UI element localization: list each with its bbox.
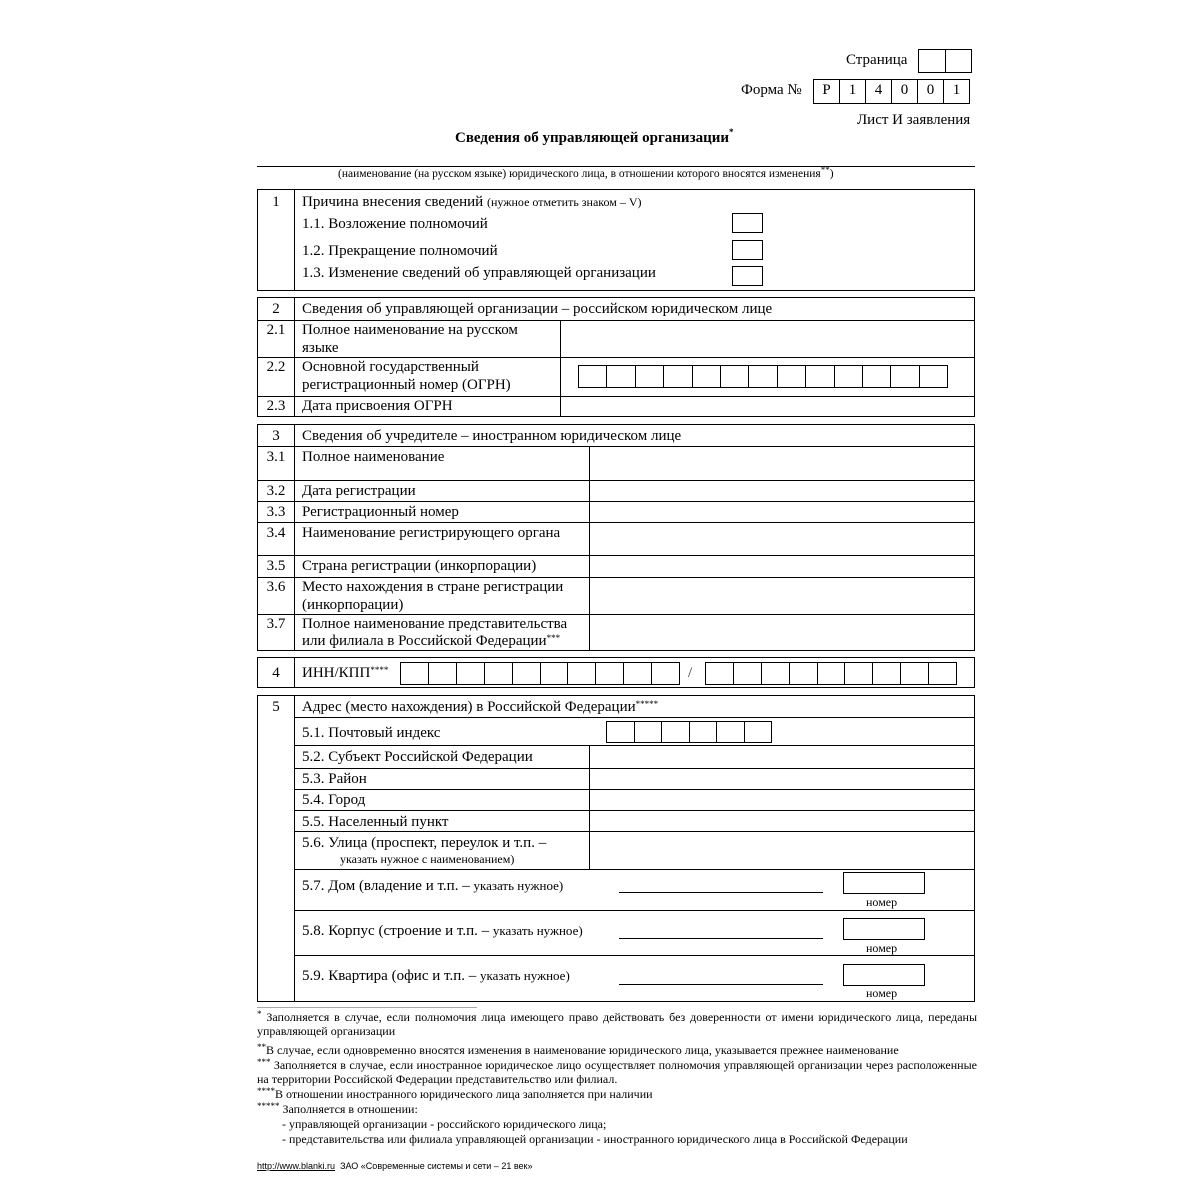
district-field[interactable]: [590, 769, 973, 788]
section-reason: 1 Причина внесения сведений (нужное отметить знаком – V) 1.1. Возложение полномочий 1.2. Прекращение полномочий 1.3. Изменение сведений об управляющей организации: [257, 189, 975, 291]
grid-cell[interactable]: [717, 722, 745, 742]
foreign-full-name-field[interactable]: [590, 447, 973, 479]
inn-kpp-separator: /: [688, 665, 693, 681]
form-number-cell: 0: [918, 80, 944, 103]
grid-cell[interactable]: [920, 366, 948, 387]
location-field[interactable]: [590, 578, 973, 613]
page-title: Сведения об управляющей организации*: [455, 127, 734, 146]
country-field[interactable]: [590, 556, 973, 576]
section-russian-org-title: Сведения об управляющей организации – российском юридическом лице: [302, 301, 773, 317]
grid-cell[interactable]: [901, 663, 929, 684]
section-address-title: Адрес (место нахождения) в Российской Федерации*****: [302, 699, 659, 715]
grid-cell[interactable]: [778, 366, 806, 387]
form-number-cell: 0: [892, 80, 918, 103]
street-field[interactable]: [590, 832, 973, 868]
checkbox-terminate[interactable]: [732, 240, 763, 260]
section-russian-org: 2 Сведения об управляющей организации – российском юридическом лице 2.1 Полное наименование на русском языке 2.2 Основной государственный регистрационный номер (ОГРН) 2.3 Дата присвоения ОГРН: [257, 297, 975, 417]
grid-cell[interactable]: [790, 663, 818, 684]
bottom-credits: http://www.blanki.ru ЗАО «Современные системы и сети – 21 век»: [257, 1161, 533, 1171]
form-number-cell: 4: [866, 80, 892, 103]
grid-cell[interactable]: [636, 366, 664, 387]
section-reason-title: Причина внесения сведений (нужное отметить знаком – V): [302, 194, 642, 210]
grid-cell[interactable]: [429, 663, 457, 684]
grid-cell[interactable]: [835, 366, 863, 387]
house-type-field[interactable]: [619, 892, 823, 893]
grid-cell[interactable]: [734, 663, 762, 684]
footnote-5-item-1: - управляющей организации - российского юридического лица;: [282, 1117, 607, 1131]
settlement-field[interactable]: [590, 811, 973, 830]
registration-number-field[interactable]: [590, 502, 973, 521]
footnote-3: *** Заполняется в случае, если иностранное юридическое лицо осуществляет полномочия управляющей организации через расположенные на территории Российской Федерации представительство или филиал.: [257, 1057, 977, 1086]
apartment-number-box[interactable]: [843, 964, 925, 986]
grid-cell[interactable]: [891, 366, 919, 387]
city-field[interactable]: [590, 790, 973, 809]
grid-cell[interactable]: [579, 366, 607, 387]
form-number-cell: 1: [840, 80, 866, 103]
grid-cell[interactable]: [721, 366, 749, 387]
ogrn-grid[interactable]: [578, 365, 948, 388]
footnote-5: ***** Заполняется в отношении:: [257, 1101, 418, 1116]
form-number: [813, 79, 970, 104]
sheet-label: Лист И заявления: [857, 112, 971, 128]
form-number-cell: 1: [944, 80, 970, 103]
grid-cell[interactable]: [568, 663, 596, 684]
kpp-grid[interactable]: [705, 662, 957, 685]
grid-cell[interactable]: [457, 663, 485, 684]
grid-cell[interactable]: [762, 663, 790, 684]
grid-cell[interactable]: [749, 366, 777, 387]
grid-cell[interactable]: [706, 663, 734, 684]
building-number-box[interactable]: [843, 918, 925, 940]
section-address: 5 Адрес (место нахождения) в Российской Федерации***** 5.1. Почтовый индекс 5.2. Субъект Российской Федерации 5.3. Район 5.4. Город 5.5. Населенный пункт 5.6. Улица (проспект, переулок и т.п. – указать нужное с наименованием) 5.7. Дом (владение и т.п. – указать нужное) номер 5.8. Корпус (строение и т.п. – указать нужное) номер 5.9. Квартира (офис и т.п. – указать нужное) номер: [257, 695, 975, 1002]
checkbox-assign[interactable]: [732, 213, 763, 233]
grid-cell[interactable]: [806, 366, 834, 387]
checkbox-change[interactable]: [732, 266, 763, 286]
page-label: Страница: [846, 52, 908, 68]
footnote-4: ****В отношении иностранного юридического лица заполняется при наличии: [257, 1086, 653, 1101]
grid-cell[interactable]: [652, 663, 680, 684]
grid-cell[interactable]: [845, 663, 873, 684]
reason-item-assign: 1.1. Возложение полномочий: [302, 216, 488, 232]
inn-grid[interactable]: [400, 662, 680, 685]
grid-cell[interactable]: [745, 722, 773, 742]
grid-cell[interactable]: [693, 366, 721, 387]
section-foreign-founder: 3 Сведения об учредителе – иностранном юридическом лице 3.1 Полное наименование 3.2 Дата регистрации 3.3 Регистрационный номер 3.4 Наименование регистрирующего органа 3.5 Страна регистрации (инкорпорации) 3.6 Место нахождения в стране регистрации (инкорпорации) 3.7 Полное наименование представительства или филиала в Российской Федерации***: [257, 424, 975, 651]
reason-item-terminate: 1.2. Прекращение полномочий: [302, 243, 498, 259]
grid-cell[interactable]: [863, 366, 891, 387]
grid-cell[interactable]: [690, 722, 718, 742]
grid-cell[interactable]: [873, 663, 901, 684]
grid-cell[interactable]: [596, 663, 624, 684]
grid-cell[interactable]: [662, 722, 690, 742]
grid-cell[interactable]: [401, 663, 429, 684]
grid-cell[interactable]: [635, 722, 663, 742]
footnote-5-item-2: - представительства или филиала управляющей организации - иностранного юридического лица в Российской Федерации: [282, 1132, 908, 1146]
grid-cell[interactable]: [485, 663, 513, 684]
postal-code-grid[interactable]: [606, 721, 772, 743]
grid-cell[interactable]: [664, 366, 692, 387]
page-number-box[interactable]: [918, 49, 972, 73]
form-label: Форма №: [741, 82, 802, 98]
registration-date-field[interactable]: [590, 481, 973, 500]
grid-cell[interactable]: [541, 663, 569, 684]
section-inn-kpp: 4 ИНН/КПП**** /: [257, 657, 975, 688]
grid-cell[interactable]: [818, 663, 846, 684]
region-field[interactable]: [590, 746, 973, 767]
registrar-name-field[interactable]: [590, 523, 973, 554]
section-foreign-founder-title: Сведения об учредителе – иностранном юридическом лице: [302, 428, 682, 444]
org-name-caption: (наименование (на русском языке) юридического лица, в отношении которого вносятся изменения**): [338, 165, 834, 180]
footnote-2: **В случае, если одновременно вносятся изменения в наименование юридического лица, указывается прежнее наименование: [257, 1042, 899, 1057]
org-name-line[interactable]: [257, 166, 975, 167]
form-number-cell: Р: [814, 80, 840, 103]
branch-name-field[interactable]: [590, 615, 973, 649]
site-link[interactable]: http://www.blanki.ru: [257, 1161, 336, 1171]
grid-cell[interactable]: [513, 663, 541, 684]
grid-cell[interactable]: [607, 366, 635, 387]
ogrn-date-field[interactable]: [561, 397, 973, 415]
reason-item-change: 1.3. Изменение сведений об управляющей организации: [302, 265, 656, 281]
apartment-type-field[interactable]: [619, 984, 823, 985]
grid-cell[interactable]: [624, 663, 652, 684]
inn-kpp-label: ИНН/КПП****: [302, 665, 389, 681]
footnote-1: * Заполняется в случае, если полномочия лица имеющего право действовать без доверенности от имени юридического лица, переданы управляющей организации: [257, 1009, 977, 1038]
house-number-box[interactable]: [843, 872, 925, 894]
grid-cell[interactable]: [607, 722, 635, 742]
full-name-ru-field[interactable]: [561, 321, 973, 356]
building-type-field[interactable]: [619, 938, 823, 939]
grid-cell[interactable]: [929, 663, 957, 684]
